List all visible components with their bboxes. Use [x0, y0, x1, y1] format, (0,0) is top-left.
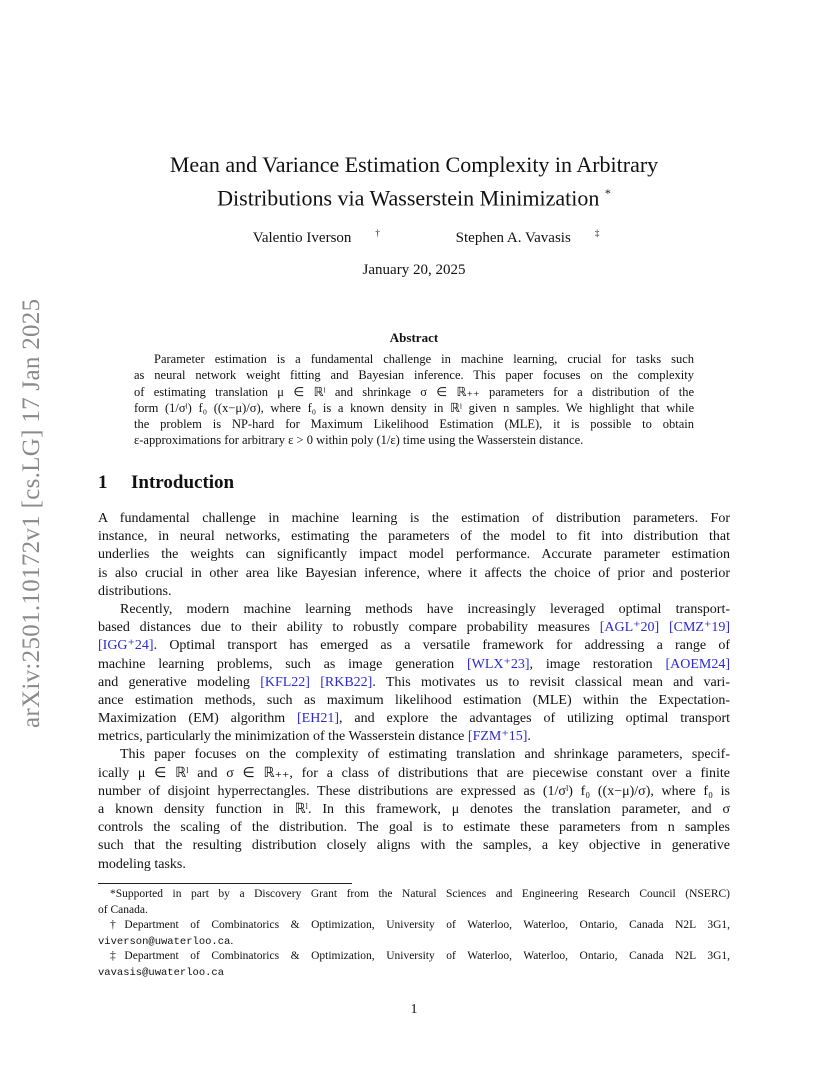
abstract-text: [134, 351, 694, 449]
title-footnote-mark: *: [604, 186, 611, 200]
footnotes: [98, 887, 730, 980]
body-line: ance estimation methods, such as maximum likelihood estimation (MLE) within the Expectation-: [98, 692, 730, 708]
body-text: based distances due to their ability to robustly compare probability measures: [98, 620, 590, 636]
footnote-line: of Canada.: [98, 903, 148, 916]
body-line: ically μ ∈ ℝˡ and σ ∈ ℝ₊₊, for a class of distributions that are piecewise constant over a finite: [98, 765, 730, 781]
footnote-line: [98, 934, 730, 950]
citation-link[interactable]: [IGG⁺24]: [98, 638, 154, 654]
title-line-2-text: Distributions via Wasserstein Minimization: [217, 185, 600, 211]
arxiv-side-stamp: arXiv:2501.10172v1 [cs.LG] 17 Jan 2025: [18, 298, 45, 728]
title-line-2: [98, 179, 730, 212]
body-line: modeling tasks.: [98, 856, 186, 872]
body-text: , and explore the advantages of utilizing optimal transport: [339, 711, 730, 727]
body-text: and generative modeling: [98, 674, 250, 690]
abstract-line: of estimating translation μ ∈ ℝˡ and shrinkage σ ∈ ℝ₊₊ parameters for a distribution of the: [134, 384, 694, 399]
citation-link[interactable]: [KFL22]: [260, 674, 310, 690]
author-1: [229, 228, 380, 247]
author-2-name: Stephen A. Vavasis: [455, 230, 571, 246]
body-text: Maximization (EM) algorithm: [98, 711, 286, 727]
body-line: is also crucial in other area like Bayesian inference, where it affects the choice of prior and posterior: [98, 565, 730, 581]
footnote-line: †Department of Combinatorics & Optimization, University of Waterloo, Waterloo, Ontario, Canada N2L 3G1,: [110, 919, 730, 931]
abstract-heading: Abstract: [389, 330, 439, 345]
footnote-text: .: [230, 934, 234, 947]
body-line: such that the resulting distribution closely aligns with the samples, a key objective in generative: [98, 838, 730, 854]
footnote-line: *Supported in part by a Discovery Grant from the Natural Sciences and Engineering Research Council (NSERC): [110, 888, 730, 900]
body-line: [98, 710, 730, 728]
body-line: This paper focuses on the complexity of estimating translation and shrinkage parameters, specif-: [120, 747, 730, 763]
body-text: .: [527, 729, 531, 745]
footnote-line: ‡Department of Combinatorics & Optimization, University of Waterloo, Waterloo, Ontario, Canada N2L 3G1,: [110, 950, 730, 962]
abstract-line: form (1/σˡ) f₀ ((x−μ)/σ), where f₀ is a known density in ℝˡ given n samples. We highlight that while: [134, 400, 694, 415]
body-line: [98, 637, 730, 655]
citation-link[interactable]: [WLX⁺23]: [466, 656, 530, 672]
paper-date: January 20, 2025: [362, 262, 466, 278]
body-text: metrics, particularly the minimization of the Wasserstein distance: [98, 729, 465, 745]
author-list: [98, 228, 730, 247]
author-2: [432, 228, 600, 247]
author-email[interactable]: viverson@uwaterloo.ca: [98, 935, 231, 948]
author-1-name: Valentio Iverson: [252, 230, 352, 246]
citation-link[interactable]: [AGL⁺20]: [599, 620, 660, 636]
citation-link[interactable]: [EH21]: [297, 711, 339, 727]
body-line: Recently, modern machine learning methods have increasingly leveraged optimal transport-: [120, 601, 730, 617]
abstract-line: ε-approximations for arbitrary ε > 0 within poly (1/ε) time using the Wasserstein distance.: [134, 433, 584, 448]
body-text: . Optimal transport has emerged as a versatile framework for addressing a range of: [153, 638, 730, 654]
section-title: Introduction: [131, 472, 235, 493]
body-line: [98, 619, 730, 637]
section-number: 1: [98, 472, 108, 493]
page-number: 1: [410, 1002, 418, 1017]
body-line: [98, 728, 730, 746]
body-line: [98, 656, 730, 674]
abstract-line: Parameter estimation is a fundamental challenge in machine learning, crucial for tasks such: [154, 352, 694, 366]
section-heading-introduction: [98, 472, 234, 494]
footnote-rule: [98, 883, 352, 884]
body-line: A fundamental challenge in machine learning is the estimation of distribution parameters. For: [98, 511, 730, 526]
abstract-line: as neural network weight fitting and Bayesian inference. This paper focuses on the complexity: [134, 368, 694, 383]
abstract-line: the problem is NP-hard for Maximum Likelihood Estimation (MLE), it is possible to obtain: [134, 417, 694, 432]
introduction-body: [98, 510, 730, 874]
body-line: a known density function in ℝˡ. In this framework, μ denotes the translation parameter, and σ: [98, 802, 730, 817]
paper-title: [98, 150, 730, 212]
body-text: . This motivates us to revisit classical mean and vari-: [372, 674, 730, 690]
body-text: , image restoration: [529, 656, 653, 672]
citation-link[interactable]: [FZM⁺15]: [467, 729, 528, 745]
body-line: controls the scaling of the distribution. The goal is to estimate these parameters from n samples: [98, 820, 730, 836]
body-line: instance, in neural networks, estimating the parameters of the model to fit into distribution that: [98, 529, 730, 545]
body-line: [98, 674, 730, 692]
author-2-mark: ‡: [594, 228, 600, 238]
citation-link[interactable]: [CMZ⁺19]: [668, 620, 730, 636]
body-line: number of disjoint hyperrectangles. These distributions are expressed as (1/σˡ) f₀ ((x−μ)/σ), where f₀ is: [98, 783, 730, 799]
body-line: underlies the weights can significantly impact model performance. Accurate parameter estimation: [98, 547, 730, 563]
citation-link[interactable]: [AOEM24]: [665, 656, 730, 672]
body-text: machine learning problems, such as image generation: [98, 656, 455, 672]
author-1-mark: †: [375, 228, 380, 238]
author-email[interactable]: vavasis@uwaterloo.ca: [98, 966, 225, 979]
body-line: distributions.: [98, 583, 172, 599]
title-line-1: Mean and Variance Estimation Complexity in Arbitrary: [169, 152, 659, 177]
citation-link[interactable]: [RKB22]: [320, 674, 373, 690]
footnote-line: [98, 965, 730, 981]
